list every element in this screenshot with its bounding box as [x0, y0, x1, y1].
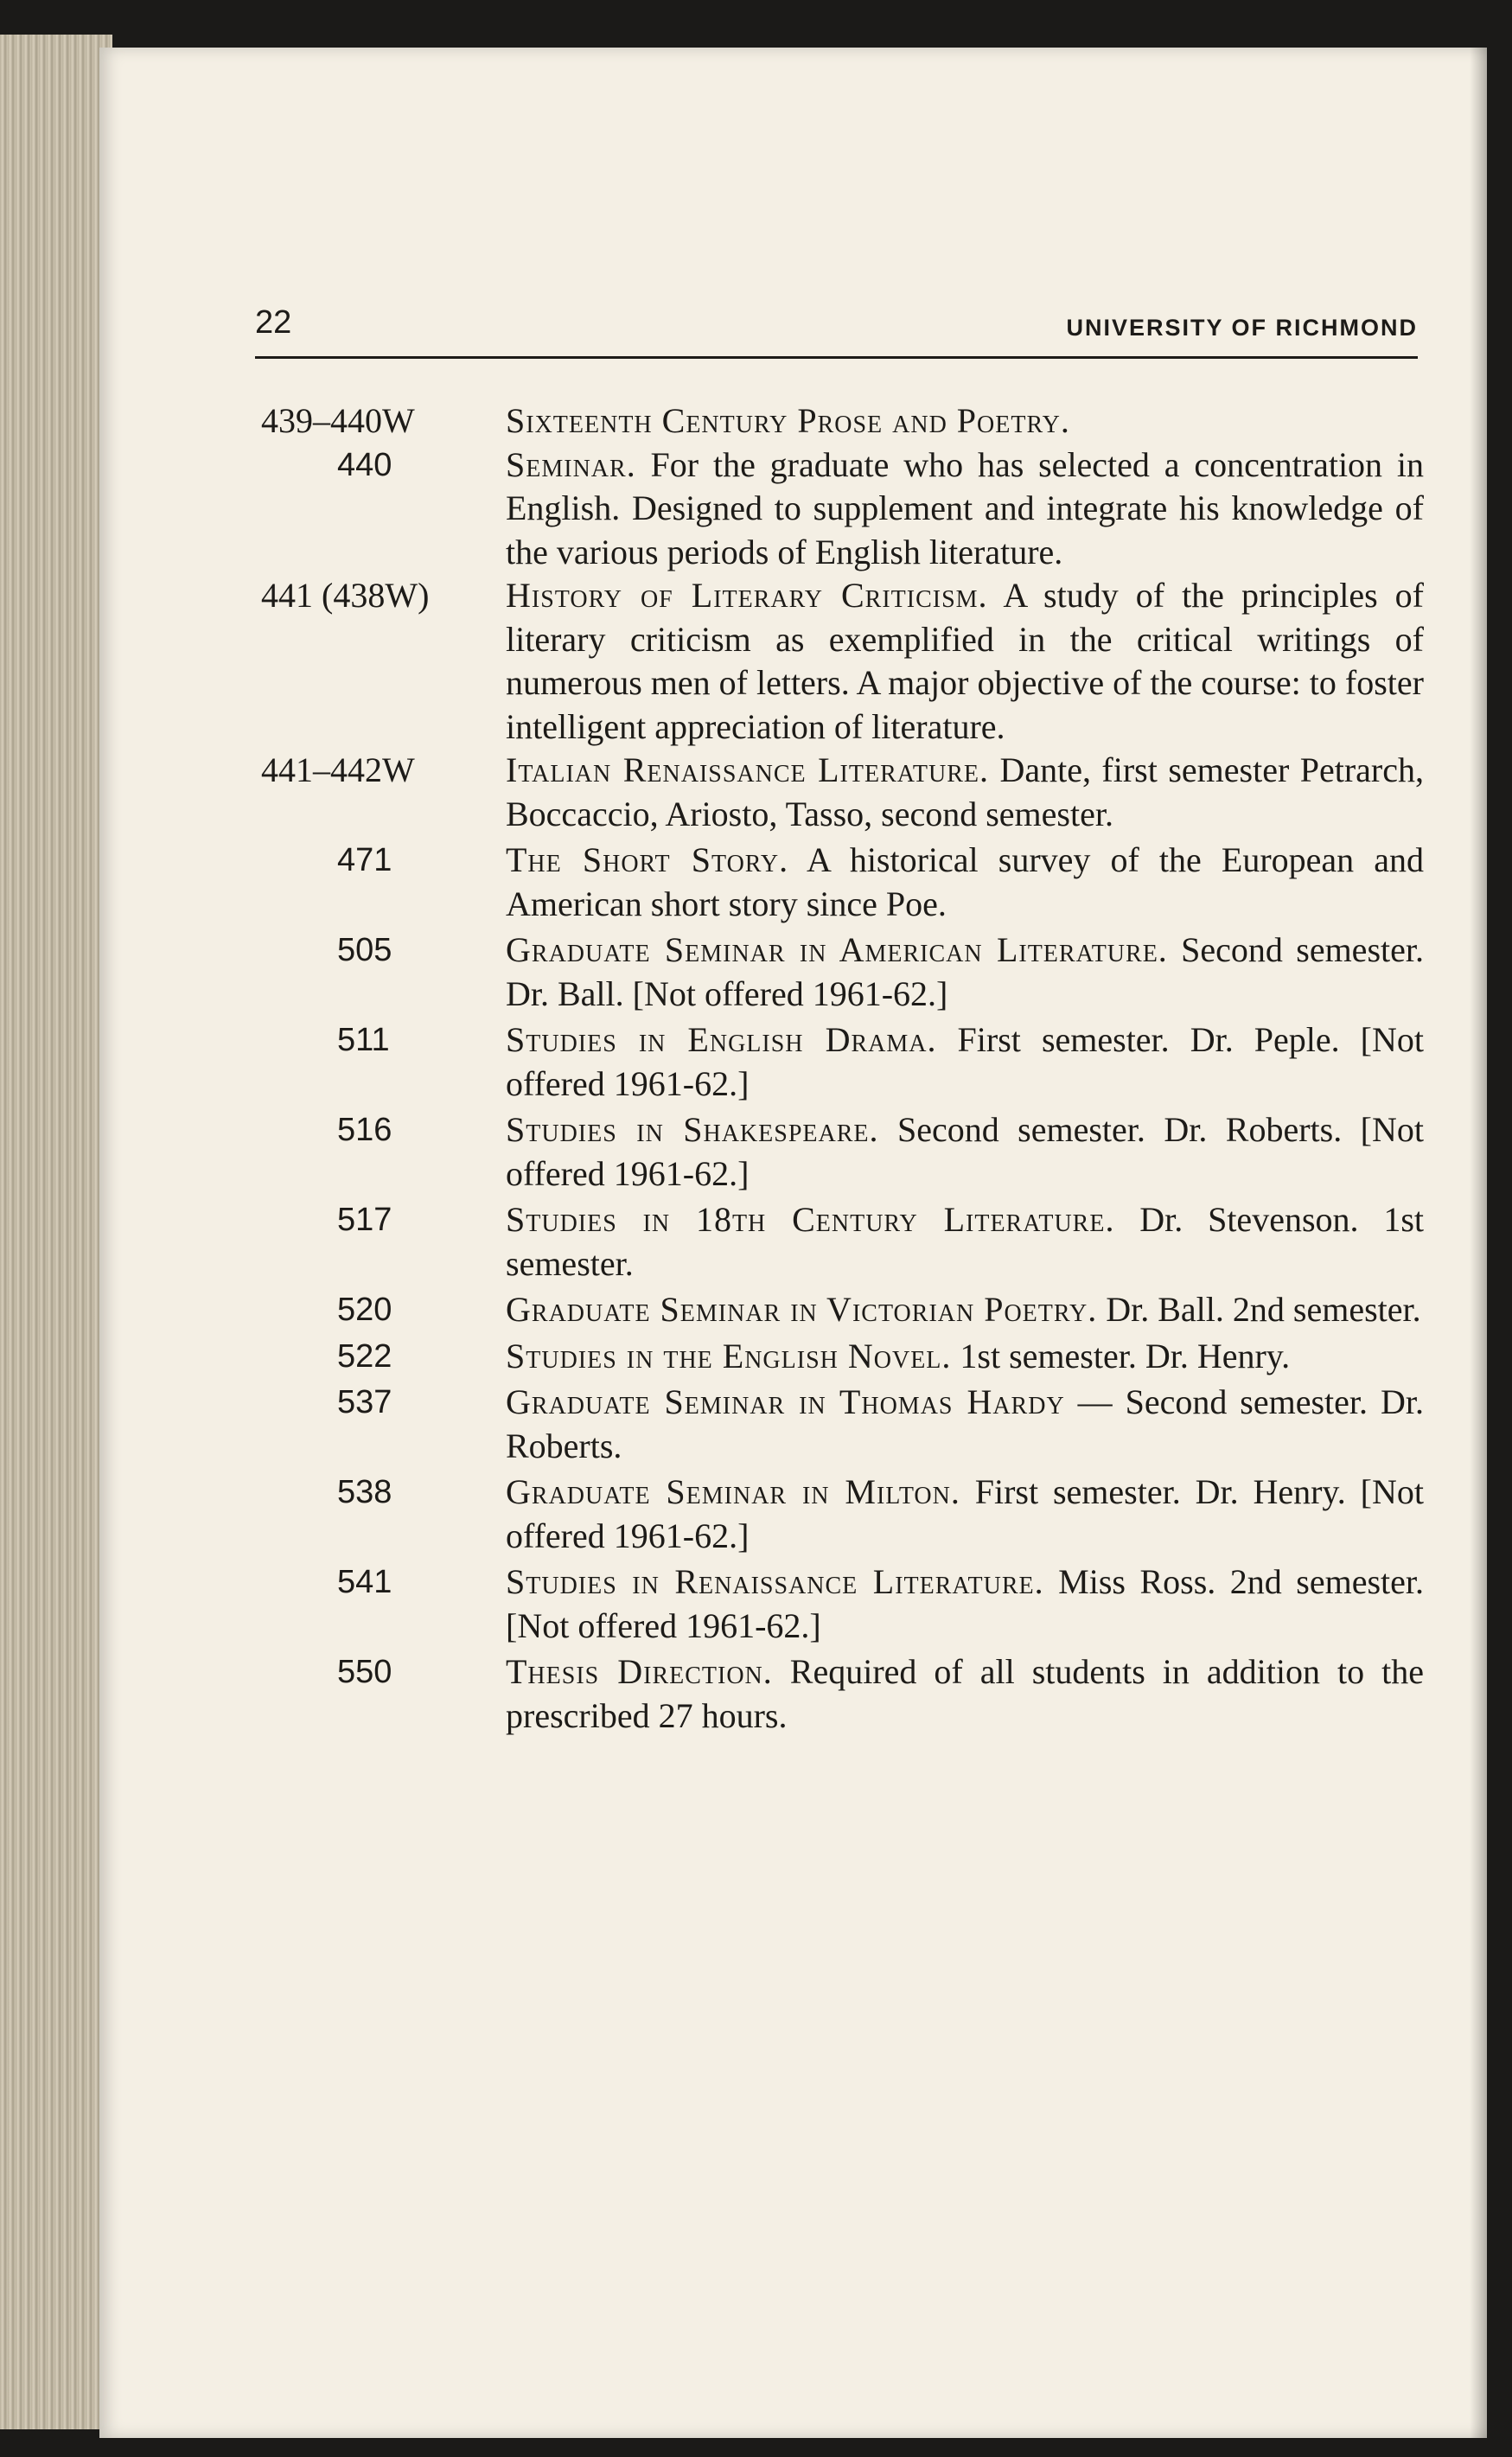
course-number: 516 [337, 1112, 392, 1148]
course-description: A historical survey of the European and American short story since Poe. [506, 840, 1424, 923]
course-entry [261, 1288, 1424, 1332]
course-number: 541 [337, 1564, 392, 1600]
course-number: 440 [337, 446, 392, 483]
course-title: Graduate Seminar in Victorian Poetry. [506, 1290, 1098, 1329]
course-number: 511 [337, 1022, 390, 1058]
course-title: Sixteenth Century Prose and Poetry. [506, 401, 1070, 440]
course-entry [261, 399, 1424, 444]
course-title: Studies in English Drama. [506, 1020, 937, 1059]
course-number: 520 [337, 1292, 392, 1328]
course-number: 505 [337, 932, 392, 968]
course-entry [261, 444, 1424, 575]
course-description: — Second semester. Dr. Roberts. [506, 1382, 1424, 1465]
course-description: Dr. Stevenson. 1st semester. [506, 1200, 1424, 1283]
course-description: Dr. Ball. 2nd semester. [1106, 1290, 1421, 1329]
course-number: 538 [337, 1474, 392, 1510]
course-entry [261, 1108, 1424, 1196]
course-description: 1st semester. Dr. Henry. [960, 1336, 1291, 1375]
course-entry [261, 749, 1424, 836]
book-page-edges [0, 35, 112, 2429]
course-number: 471 [337, 842, 392, 878]
course-entry [261, 1198, 1424, 1286]
course-number: 441–442W [261, 750, 415, 789]
course-title: The Short Story. [506, 840, 789, 879]
course-description: A study of the principles of literary criticism as exemplified in the critical writings of numerous men of letters. A major objective of the course: to foster intelligent appreciation of literature. [506, 576, 1425, 746]
course-title: Studies in 18th Century Literature. [506, 1200, 1115, 1239]
spine-shadow [1470, 48, 1487, 2438]
course-description: First semester. Dr. Peple. [Not offered 1961-62.] [506, 1020, 1424, 1103]
course-title: History of Literary Criticism. [506, 576, 988, 615]
course-entry [261, 1471, 1424, 1558]
course-number: 537 [337, 1384, 392, 1420]
course-title: Graduate Seminar in Thomas Hardy [506, 1382, 1065, 1421]
page-header [255, 304, 1418, 359]
course-title: Studies in Shakespeare. [506, 1110, 879, 1149]
course-entry [261, 1018, 1424, 1106]
course-title: Seminar. [506, 444, 636, 484]
course-title: Studies in Renaissance Literature. [506, 1562, 1044, 1601]
course-entry [261, 929, 1424, 1016]
course-title: Graduate Seminar in American Literature. [506, 930, 1168, 969]
course-entry [261, 574, 1424, 749]
course-description: Second semester. Dr. Ball. [Not offered 1961-62.] [506, 930, 1424, 1013]
course-description: First semester. Dr. Henry. [Not offered 1961-62.] [506, 1472, 1424, 1555]
course-description: Second semester. Dr. Roberts. [Not offered 1961-62.] [506, 1110, 1424, 1193]
course-description: Miss Ross. 2nd semester. [Not offered 1961-62.] [506, 1562, 1425, 1645]
course-description: Required of all students in addition to the prescribed 27 hours. [506, 1652, 1424, 1735]
course-number: 439–440W [261, 401, 415, 440]
course-entry [261, 1335, 1424, 1379]
course-title: Thesis Direction. [506, 1652, 773, 1691]
course-number: 441 (438W) [261, 576, 430, 615]
course-title: Italian Renaissance Literature. [506, 750, 989, 789]
course-description: Dante, first semester Petrarch, Boccaccio, Ariosto, Tasso, second semester. [506, 750, 1424, 833]
course-entry [261, 1560, 1424, 1648]
course-number: 522 [337, 1337, 392, 1375]
course-number: 550 [337, 1654, 392, 1690]
course-title: Studies in the English Novel. [506, 1336, 952, 1375]
course-description: For the graduate who has selected a concentration in English. Designed to supplement and integrate his knowledge of the various periods of English literature. [506, 444, 1425, 571]
course-entry [261, 839, 1424, 926]
course-number: 517 [337, 1202, 392, 1238]
course-entry [261, 1650, 1424, 1738]
course-title: Graduate Seminar in Milton. [506, 1472, 960, 1511]
page-number: 22 [255, 304, 292, 341]
course-list [261, 399, 1424, 1738]
running-head: UNIVERSITY OF RICHMOND [1066, 315, 1418, 341]
course-entry [261, 1381, 1424, 1468]
